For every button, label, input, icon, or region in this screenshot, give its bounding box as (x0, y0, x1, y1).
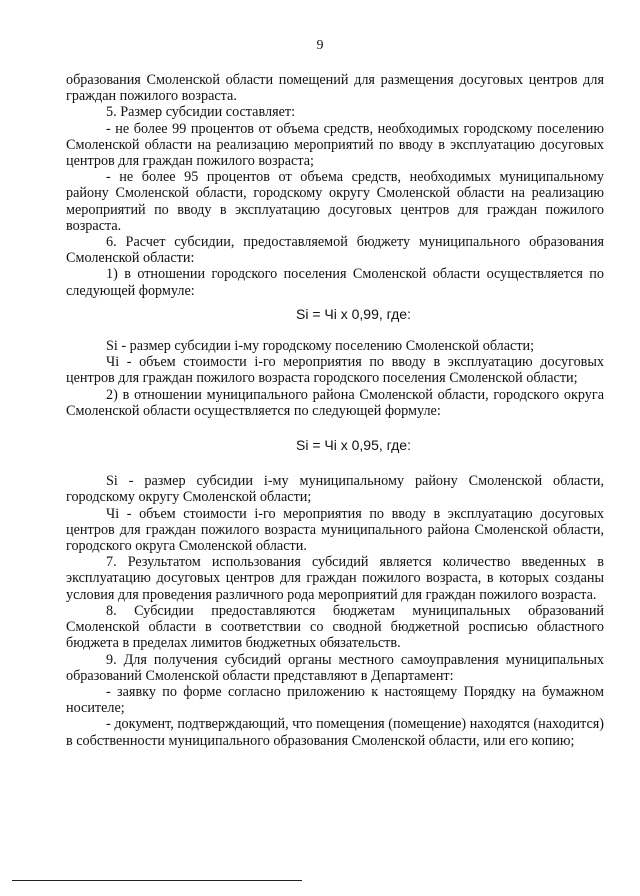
paragraph-item-7: 7. Результатом использования субсидий является количество введенных в эксплуатацию досуговых центров для граждан пожилого возраста, в которых созданы условия для проведения различного рода мероприятий для граждан пожилого возраста. (66, 554, 604, 603)
footer-divider (12, 880, 302, 881)
paragraph-continuation: образования Смоленской области помещений для размещения досуговых центров для граждан пожилого возраста. (66, 72, 604, 105)
paragraph-item-6: 6. Расчет субсидии, предоставляемой бюджету муниципального образования Смоленской области: (66, 234, 604, 267)
paragraph-item-9-application: - заявку по форме согласно приложению к настоящему Порядку на бумажном носителе; (66, 683, 604, 717)
paragraph-item-6-1: 1) в отношении городского поселения Смоленской области осуществляется по следующей формуле: (66, 266, 604, 299)
paragraph-item-5: 5. Размер субсидии составляет: (106, 104, 296, 121)
document-body (66, 72, 604, 749)
formula-1-chi-definition: Чi - объем стоимости i-го мероприятия по вводу в эксплуатацию досуговых центров для граждан пожилого возраста городского поселения Смоленской области; (66, 354, 604, 387)
formula-2-chi-definition: Чi - объем стоимости i-го мероприятия по вводу в эксплуатацию досуговых центров для граждан пожилого возраста муниципального района Смоленской области, городского округа Смоленской области. (66, 505, 604, 555)
paragraph-item-8: 8. Субсидии предоставляются бюджетам муниципальных образований Смоленской области в соответствии со сводной бюджетной росписью областного бюджета в пределах лимитов бюджетных обязательств. (66, 602, 604, 652)
paragraph-subsidy-99: - не более 99 процентов от объема средств, необходимых городскому поселению Смоленской области на реализацию мероприятий по вводу в эксплуатацию досуговых центров для граждан пожилого возраста; (66, 120, 604, 170)
formula-1: Si = Чi x 0,99, где: (296, 305, 411, 322)
paragraph-item-9-document: - документ, подтверждающий, что помещения (помещение) находятся (находится) в собственности муниципального образования Смоленской области, или его копию; (66, 716, 604, 749)
paragraph-subsidy-95: - не более 95 процентов от объема средств, необходимых муниципальному району Смоленской области, городскому округу Смоленской области на реализацию мероприятий по вводу в эксплуатацию досуговых центров для граждан пожилого возраста. (66, 169, 604, 234)
formula-2: Si = Чi x 0,95, где: (296, 437, 411, 454)
formula-2-si-definition: Si - размер субсидии i-му муниципальному району Смоленской области, городскому округу Смоленской области; (66, 473, 604, 506)
paragraph-item-6-2: 2) в отношении муниципального района Смоленской области, городского округа Смоленской области осуществляется по следующей формуле: (66, 386, 604, 419)
paragraph-item-9: 9. Для получения субсидий органы местного самоуправления муниципальных образований Смоленской области представляют в Департамент: (66, 651, 604, 684)
formula-1-si-definition: Si - размер субсидии i-му городскому поселению Смоленской области; (106, 338, 535, 355)
page-number: 9 (316, 38, 324, 53)
